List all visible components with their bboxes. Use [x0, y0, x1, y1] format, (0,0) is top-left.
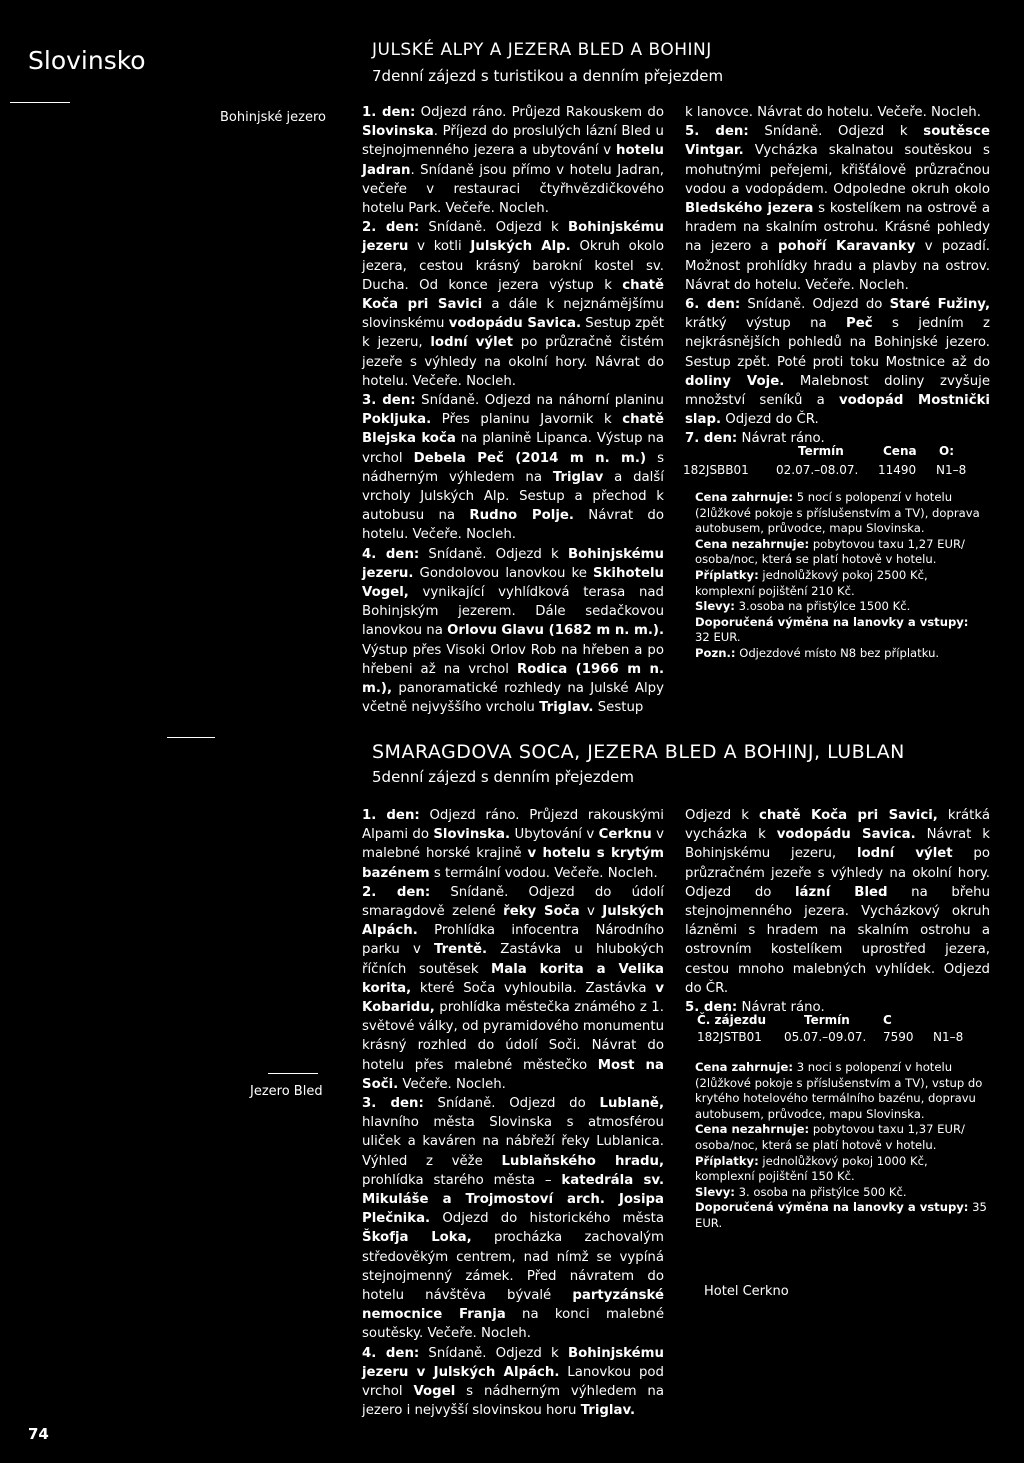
- table-cell: 7590: [883, 1030, 914, 1044]
- table-cell: 11490: [878, 463, 917, 477]
- divider: [268, 1073, 318, 1074]
- tour1-price-info: Cena zahrnuje: 5 nocí s polopenzí v hotelu (2lůžkové pokoje s příslušenstvím a TV), doprava autobusem, průvodce, mapu Slovinska. Cena nezahrnuje: pobytovou taxu 1,27 EUR/ osoba/noc, která se platí hotově v hotelu. Příplatky: jednolůžkový pokoj 2500 Kč, komplexní pojištění 210 Kč. Slevy: 3.osoba na přistýlce 1500 Kč. Doporučená výměna na lanovky a vstupy: 32 EUR. Pozn.: Odjezdové místo N8 bez příplatku.: [695, 490, 980, 660]
- tour2-itinerary-col1: 1. den: Odjezd ráno. Průjezd rakouskými Alpami do Slovinska. Ubytování v Cerknu v malebné horské krajině v hotelu s krytým bazénem s termální vodou. Večeře. Nocleh. 2. den: Snídaně. Odjezd do údolí smaragdově zelené řeky Soča v Julských Alpách. Prohlídka infocentra Národního parku v Trentě. Zastávka u hlubokých říčních soutěsek Mala korita a Velika korita, které Soča vyhloubila. Zastávka v Kobaridu, prohlídka městečka známého z 1. světové války, od pyramidového monumentu krásný rozhled do údolí Soči. Návrat do hotelu přes malebné městečko Most na Soči. Večeře. Nocleh. 3. den: Snídaně. Odjezd do Lublaně, hlavního města Slovinska s atmosférou uliček a kaváren na nábřeží řeky Lublanica. Výhled z věže Lublaňského hradu, prohlídka starého města – katedrála sv. Mikuláše a Trojmostoví arch. Josipa Plečnika. Odjezd do historického města Škofja Loka, procházka zachovalým středověkým centrem, nad nímž se vypíná stejnojmenný zámek. Před návratem do hotelu návštěva bývalé partyzánské nemocnice Franja na konci malebné soutěsky. Večeře. Nocleh. 4. den: Snídaně. Odjezd k Bohinjskému jezeru v Julských Alpách. Lanovkou pod vrchol Vogel s nádherným výhledem na jezero i nejvyšší slovinskou horu Triglav.: [362, 808, 665, 1419]
- table-header: Termín: [798, 444, 844, 458]
- table-cell: 05.07.–09.07.: [784, 1030, 867, 1044]
- table-header: C: [883, 1013, 892, 1027]
- photo-caption-bohinj: Bohinjské jezero: [220, 110, 326, 125]
- photo-caption-cerkno: Hotel Cerkno: [704, 1284, 789, 1299]
- tour1-itinerary-col2: k lanovce. Návrat do hotelu. Večeře. Nocleh. 5. den: Snídaně. Odjezd k soutěsce Vintgar. Vycházka skalnatou soutěskou s mohutnými peřejemi, křišťálově průzračnou vodou a vodopádem. Odpoledne okruh okolo Bledského jezera s kostelíkem na ostrově a hradem na skalním ostrohu. Krásné pohledy na jezero a pohoří Karavanky v pozadí. Možnost prohlídky hradu a plavby na ostrov. Návrat do hotelu. Večeře. Nocleh. 6. den: Snídaně. Odjezd do Staré Fužiny, krátký výstup na Peč s jedním z nejkrásnějších pohledů na Bohinjské jezero. Sestup zpět. Poté proti toku Mostnice až do doliny Voje. Malebnost doliny zvyšuje množství seníků a vodopád Mostnički slap. Odjezd do ČR. 7. den: Návrat ráno.: [685, 105, 991, 447]
- photo-caption-bled: Jezero Bled: [250, 1084, 323, 1099]
- tour1-subtitle: 7denní zájezd s turistikou a denním přejezdem: [372, 67, 724, 85]
- tour1-price-table: [683, 444, 983, 484]
- divider: [167, 737, 215, 738]
- tour2-subtitle: 5denní zájezd s denním přejezdem: [372, 768, 634, 786]
- tour2-title: SMARAGDOVA SOCA, JEZERA BLED A BOHINJ, LUBLAN: [372, 741, 905, 763]
- tour1-title: JULSKÉ ALPY A JEZERA BLED A BOHINJ: [372, 40, 712, 60]
- divider: [10, 102, 70, 103]
- table-header: Č. zájezdu: [697, 1013, 766, 1027]
- tour2-price-info: Cena zahrnuje: 3 noci s polopenzí v hotelu (2lůžkové pokoje s příslušenstvím a TV), vstup do krytého hotelového termálního bazénu, dopravu autobusem, průvodce, mapu Slovinska. Cena nezahrnuje: pobytovou taxu 1,37 EUR/ osoba/noc, která se platí hotově v hotelu. Příplatky: jednolůžkový pokoj 1000 Kč, komplexní pojištění 150 Kč. Slevy: 3. osoba na přistýlce 500 Kč. Doporučená výměna na lanovky a vstupy: 35 EUR.: [695, 1060, 987, 1230]
- table-cell: 182JSBB01: [683, 463, 749, 477]
- tour1-itinerary-col1: 1. den: Odjezd ráno. Průjezd Rakouskem do Slovinska. Příjezd do proslulých lázní Bled u stejnojmenného jezera a ubytování v hotelu Jadran. Snídaně jsou přímo v hotelu Jadran, večeře v restauraci čtyřhvězdičkového hotelu Park. Večeře. Nocleh. 2. den: Snídaně. Odjezd k Bohinjskému jezeru v kotli Julských Alp. Okruh okolo jezera, cestou krásný barokní kostel sv. Ducha. Od konce jezera výstup k chatě Koča pri Savici a dále k nejznámějšímu slovinskému vodopádu Savica. Sestup zpět k jezeru, lodní výlet po průzračně čistém jezeře s výhledy na okolní hory. Návrat do hotelu. Večeře. Nocleh. 3. den: Snídaně. Odjezd na náhorní planinu Pokljuka. Přes planinu Javornik k chatě Blejska koča na planině Lipanca. Výstup na vrchol Debela Peč (2014 m n. m.) s nádherným výhledem na Triglav a další vrcholy Julských Alp. Sestup a přechod k autobusu na Rudno Polje. Návrat do hotelu. Večeře. Nocleh. 4. den: Snídaně. Odjezd k Bohinjskému jezeru. Gondolovou lanovkou ke Skihotelu Vogel, vynikající vyhlídková terasa nad Bohinjským jezerem. Dále sedačkovou lanovkou na Orlovu Glavu (1682 m n. m.). Výstup přes Visoki Orlov Rob na hřeben a po hřebeni až na vrchol Rodica (1966 m n. m.), panoramatické rozhledy na Julské Alpy včetně nejvyššího vrcholu Triglav. Sestup: [362, 105, 665, 716]
- table-cell: 02.07.–08.07.: [776, 463, 859, 477]
- country-title: Slovinsko: [28, 46, 146, 75]
- table-header: Termín: [804, 1013, 850, 1027]
- page-number: 74: [28, 1425, 49, 1443]
- table-cell: N1–8: [933, 1030, 964, 1044]
- table-header: O:: [939, 444, 954, 458]
- tour2-price-table: [697, 1013, 987, 1053]
- table-cell: N1–8: [936, 463, 967, 477]
- table-cell: 182JSTB01: [697, 1030, 762, 1044]
- table-header: Cena: [883, 444, 917, 458]
- tour2-itinerary-col2: Odjezd k chatě Koča pri Savici, krátká vycházka k vodopádu Savica. Návrat k Bohinjskému jezeru, lodní výlet po průzračném jezeře s výhledy na okolní hory. Odjezd do lázní Bled na břehu stejnojmenného jezera. Vycházkový okruh lázněmi s hradem na skalním ostrohu a ostrovním kostelíkem uprostřed jezera, cestou mnoho malebných vyhlídek. Odjezd do ČR. 5. den: Návrat ráno.: [685, 808, 991, 1016]
